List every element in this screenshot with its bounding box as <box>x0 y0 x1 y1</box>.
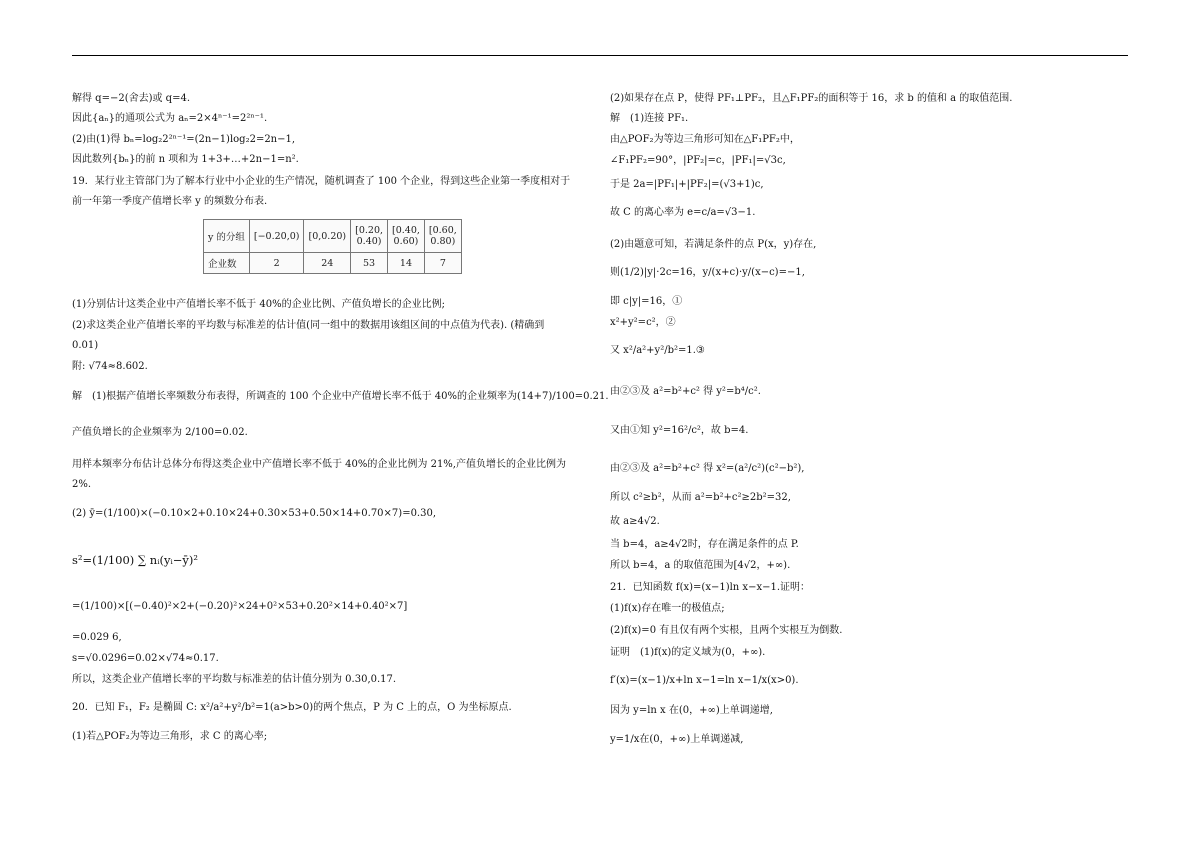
text-line: 又 x²/a²+y²/b²=1.③ <box>610 345 705 356</box>
text-line: 解得 q=−2(舍去)或 q=4. <box>72 93 191 104</box>
text-line: 于是 2a=|PF₁|+|PF₂|=(√3+1)c, <box>610 179 764 190</box>
table-header-cell <box>388 220 425 253</box>
table-cell: 7 <box>424 253 461 274</box>
text-line: 即 c|y|=16，① <box>610 296 683 307</box>
text-line: 19．某行业主管部门为了解本行业中小企业的生产情况，随机调查了 100 个企业，得到这些企业第一季度相对于 <box>72 176 571 187</box>
text-line: =(1/100)×[(−0.40)²×2+(−0.20)²×24+0²×53+0.20²×14+0.40²×7] <box>72 601 408 612</box>
text-line: f′(x)=(x−1)/x+ln x−1=ln x−1/x(x>0). <box>610 675 799 686</box>
text-line: (1)若△POF₂为等边三角形，求 C 的离心率; <box>72 731 268 742</box>
text-line: 产值负增长的企业频率为 2/100=0.02. <box>72 427 248 438</box>
text-line: x²+y²=c²，② <box>610 317 676 328</box>
text-line: 21．已知函数 f(x)=(x−1)ln x−x−1.证明： <box>610 582 811 593</box>
text-line: 前一年第一季度产值增长率 y 的频数分布表. <box>72 196 268 207</box>
text-line: 又由①知 y²=16²/c²，故 b=4. <box>610 425 749 436</box>
text-line: 用样本频率分布估计总体分布得这类企业中产值增长率不低于 40%的企业比例为 21%,产值负增长的企业比例为 <box>72 459 566 470</box>
text-line: 当 b=4，a≥4√2时，存在满足条件的点 P. <box>610 539 799 550</box>
text-line: 20．已知 F₁，F₂ 是椭圆 C: x²/a²+y²/b²=1(a>b>0)的两个焦点，P 为 C 上的点，O 为坐标原点. <box>72 702 512 713</box>
table-row-label: 企业数 <box>204 253 250 274</box>
table-header-cell: [−0.20,0) <box>249 220 304 253</box>
text-line: 所以 b=4，a 的取值范围为[4√2，+∞). <box>610 560 791 571</box>
text-line: (2)由题意可知，若满足条件的点 P(x，y)存在, <box>610 239 817 250</box>
table-header-part: 0.40) <box>356 236 382 247</box>
text-line: 解 (1)根据产值增长率频数分布表得，所调查的 100 个企业中产值增长率不低于 40%的企业频率为(14+7)/100=0.21. <box>72 391 609 402</box>
text-line: 附: √74≈8.602. <box>72 361 148 372</box>
text-line: 因此{aₙ}的通项公式为 aₙ=2×4ⁿ⁻¹=2²ⁿ⁻¹. <box>72 113 268 124</box>
text-line: 证明 (1)f(x)的定义域为(0，+∞). <box>610 647 766 658</box>
table-cell: 24 <box>304 253 351 274</box>
text-line: 由②③及 a²=b²+c² 得 x²=(a²/c²)(c²−b²), <box>610 463 805 474</box>
text-line: ∠F₁PF₂=90°，|PF₂|=c，|PF₁|=√3c, <box>610 155 786 166</box>
text-line: 故 C 的离心率为 e=c/a=√3−1. <box>610 207 756 218</box>
text-line: 因为 y=ln x 在(0，+∞)上单调递增, <box>610 705 773 716</box>
text-line: 解 (1)连接 PF₁. <box>610 113 689 124</box>
text-line: 由△POF₂为等边三角形可知在△F₁PF₂中， <box>610 134 800 145</box>
text-line: (2)由(1)得 bₙ=log₂2²ⁿ⁻¹=(2n−1)log₂2=2n−1, <box>72 134 296 145</box>
table-header-part: [0.40, <box>392 225 420 236</box>
header-rule <box>72 55 1128 56</box>
text-line: 所以，这类企业产值增长率的平均数与标准差的估计值分别为 0.30,0.17. <box>72 674 397 685</box>
text-line: (2)如果存在点 P，使得 PF₁⊥PF₂，且△F₁PF₂的面积等于 16，求 b 的值和 a 的取值范围. <box>610 93 1013 104</box>
text-line: (1)分别估计这类企业中产值增长率不低于 40%的企业比例、产值负增长的企业比例; <box>72 299 445 310</box>
text-line: =0.029 6, <box>72 632 122 643</box>
text-line: (2)f(x)=0 有且仅有两个实根，且两个实根互为倒数. <box>610 625 843 636</box>
text-line: (2) ȳ=(1/100)×(−0.10×2+0.10×24+0.30×53+0.50×14+0.70×7)=0.30, <box>72 508 437 519</box>
text-line: 2%. <box>72 479 92 490</box>
table-header-part: 0.80) <box>430 236 456 247</box>
table-header-part: [0.20, <box>355 225 384 236</box>
table-header-part: 0.60) <box>393 236 419 247</box>
table-cell: 14 <box>388 253 425 274</box>
table-header-cell <box>351 220 388 253</box>
text-line: (2)求这类企业产值增长率的平均数与标准差的估计值(同一组中的数据用该组区间的中点值为代表). (精确到 <box>72 320 545 331</box>
text-line: y=1/x在(0，+∞)上单调递减, <box>610 734 744 745</box>
table-header-cell <box>424 220 461 253</box>
text-line: 所以 c²≥b²，从而 a²=b²+c²≥2b²=32, <box>610 492 791 503</box>
table-header-cell: y 的分组 <box>204 220 250 253</box>
table-header-cell: [0,0.20) <box>304 220 351 253</box>
table-cell: 53 <box>351 253 388 274</box>
text-line: 因此数列{bₙ}的前 n 项和为 1+3+…+2n−1=n². <box>72 154 299 165</box>
text-line: (1)f(x)存在唯一的极值点; <box>610 603 725 614</box>
table-cell: 2 <box>249 253 304 274</box>
frequency-table <box>203 219 462 274</box>
text-line: 故 a≥4√2. <box>610 516 660 527</box>
text-line: 则(1/2)|y|·2c=16，y/(x+c)·y/(x−c)=−1, <box>610 267 805 278</box>
table-header-part: [0.60, <box>428 225 457 236</box>
formula-line: s²=(1/100) ∑ nᵢ(yᵢ−ȳ)² <box>72 553 199 567</box>
text-line: 0.01) <box>72 340 99 351</box>
text-line: 由②③及 a²=b²+c² 得 y²=b⁴/c². <box>610 386 761 397</box>
text-line: s=√0.0296=0.02×√74≈0.17. <box>72 653 219 664</box>
